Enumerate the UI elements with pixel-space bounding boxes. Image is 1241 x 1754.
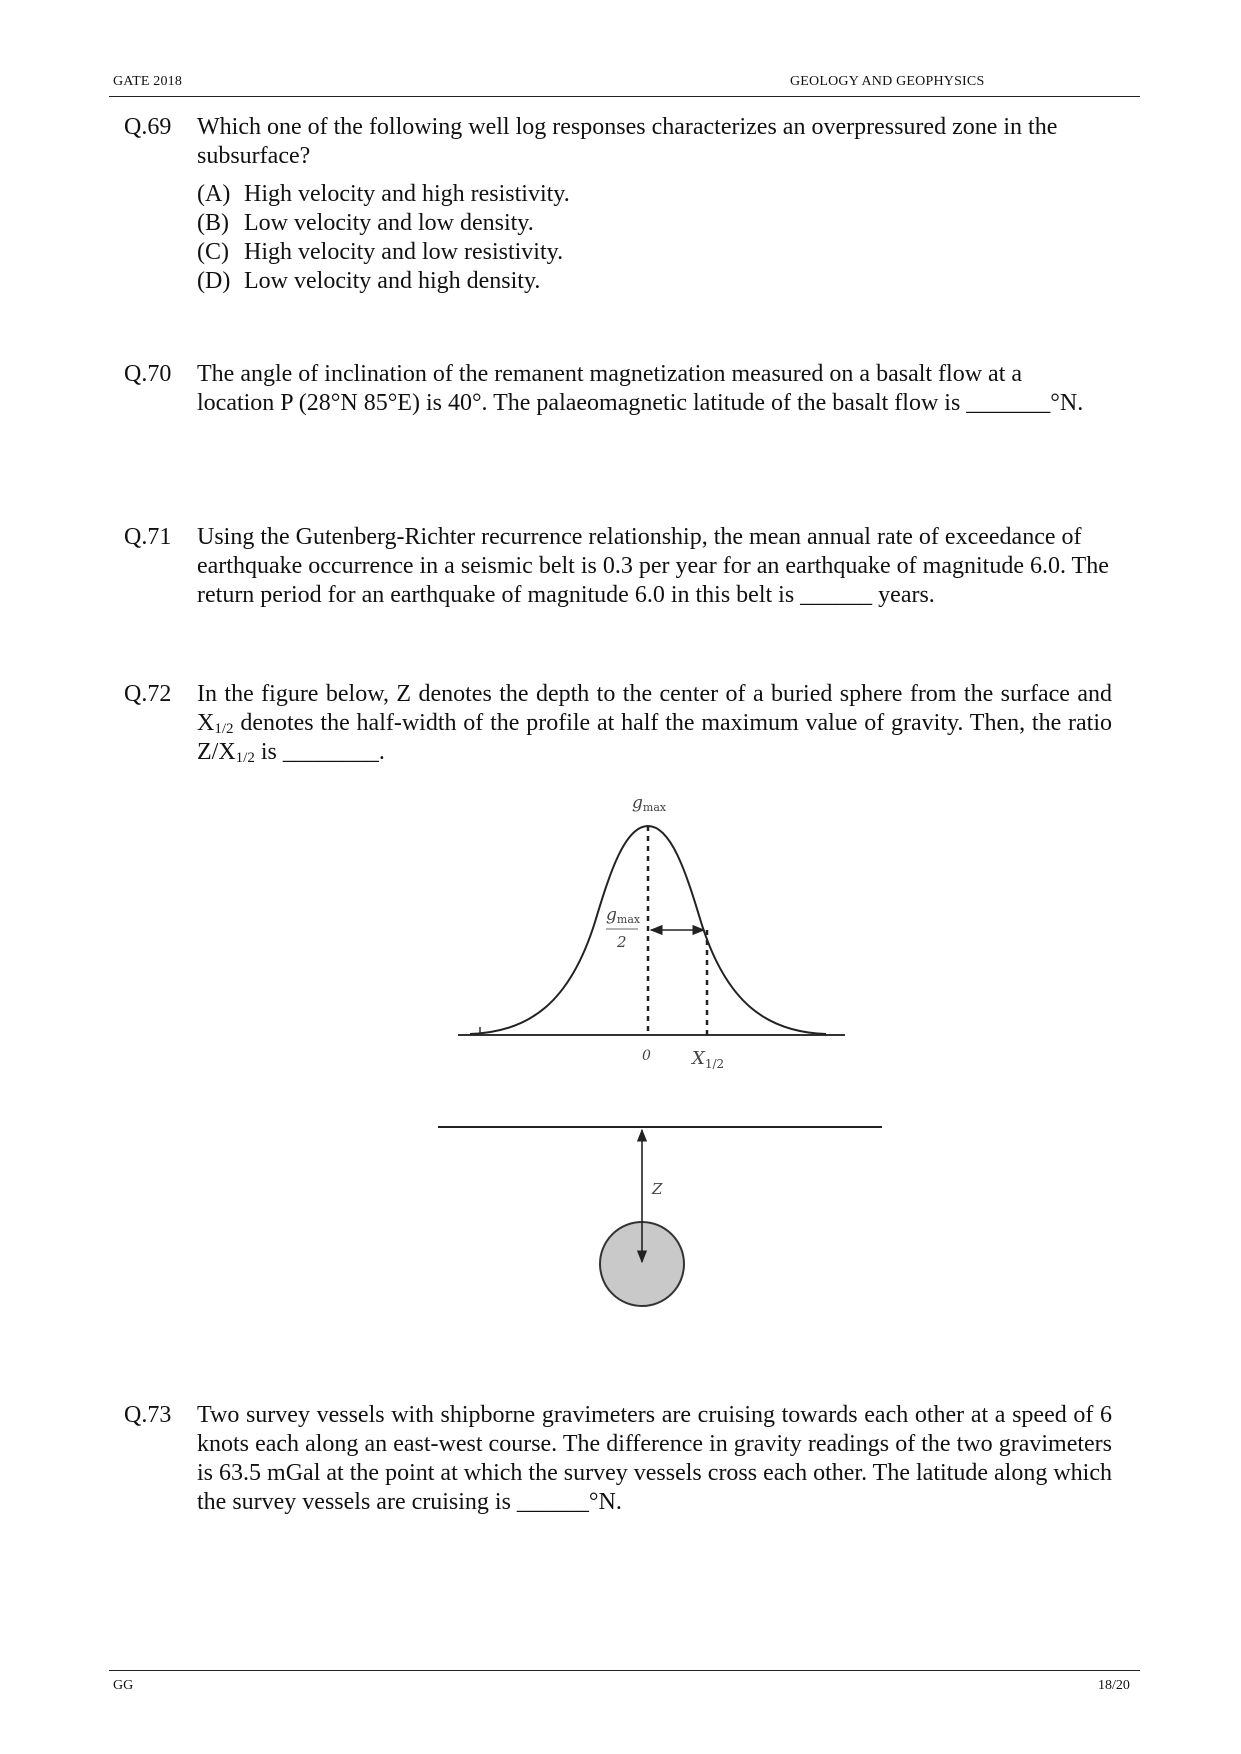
origin-label: 0 — [642, 1048, 651, 1064]
question-text: Using the Gutenberg-Richter recurrence relationship, the mean annual rate of exceedance of earthquake occurrence in a seismic belt is 0.3 per year for an earthquake of magnitude 6.0. The return period for an earthquake of magnitude 6.0 in this belt is ______ years. — [197, 524, 1109, 608]
option-d — [197, 267, 1112, 296]
question-text — [197, 680, 1112, 767]
footer-paper-code: GG — [113, 1678, 134, 1693]
question-text: Two survey vessels with shipborne gravimeters are cruising towards each other at a speed of 6 knots each along an east-west course. The difference in gravity readings of the two gravimeters is 63.5 mGal at the point at which the survey vessels cross each other. The latitude along which the survey vessels are cruising is ______°N. — [197, 1402, 1112, 1515]
text-part: denotes the half-width of the profile at half the maximum value of gravity. Then, the ratio Z/X — [197, 710, 1112, 765]
x-half-label: $X_{1/2}$ — [692, 1048, 725, 1071]
g-max-half-numerator: gmax — [606, 905, 641, 926]
option-label: (B) — [197, 210, 229, 236]
question-text: The angle of inclination of the remanent magnetization measured on a basalt flow at a location P (28°N 85°E) is 40°. The palaeomagnetic latitude of the basalt flow is _______°N. — [197, 361, 1084, 416]
text-part: is ________. — [254, 739, 385, 765]
option-list — [197, 180, 1112, 296]
question-number: Q.69 — [124, 114, 172, 140]
footer-page-number: 18/20 — [1098, 1678, 1130, 1693]
question-text: Which one of the following well log responses characterizes an overpressured zone in the subsurface? — [197, 114, 1058, 169]
option-b — [197, 209, 1112, 238]
depth-label: Z — [652, 1180, 663, 1198]
subscript: 1/2 — [214, 721, 234, 737]
option-text: High velocity and low resistivity. — [244, 239, 564, 265]
option-text: Low velocity and high density. — [244, 268, 541, 294]
gravity-sphere-figure — [430, 782, 890, 1322]
option-c — [197, 238, 1112, 267]
option-label: (A) — [197, 181, 231, 207]
g-max-label: gmax — [632, 793, 667, 814]
option-label: (D) — [197, 268, 231, 294]
question-number: Q.72 — [124, 681, 172, 707]
option-text: High velocity and high resistivity. — [244, 181, 570, 207]
text-part: In the figure below, Z denotes the depth to the center of a buried sphere from the surface and X — [197, 681, 1112, 736]
question-number: Q.70 — [124, 361, 172, 387]
option-a — [197, 180, 1112, 209]
option-label: (C) — [197, 239, 229, 265]
footer-rule — [109, 1670, 1140, 1671]
header-exam-title: GATE 2018 — [113, 74, 183, 89]
question-number: Q.71 — [124, 524, 172, 550]
g-max-half-denominator: 2 — [617, 933, 627, 951]
header-subject: GEOLOGY AND GEOPHYSICS — [790, 74, 985, 89]
option-text: Low velocity and low density. — [244, 210, 534, 236]
figure-svg — [430, 782, 890, 1322]
subscript: 1/2 — [235, 750, 255, 766]
question-number: Q.73 — [124, 1402, 172, 1428]
header-rule — [109, 96, 1140, 97]
